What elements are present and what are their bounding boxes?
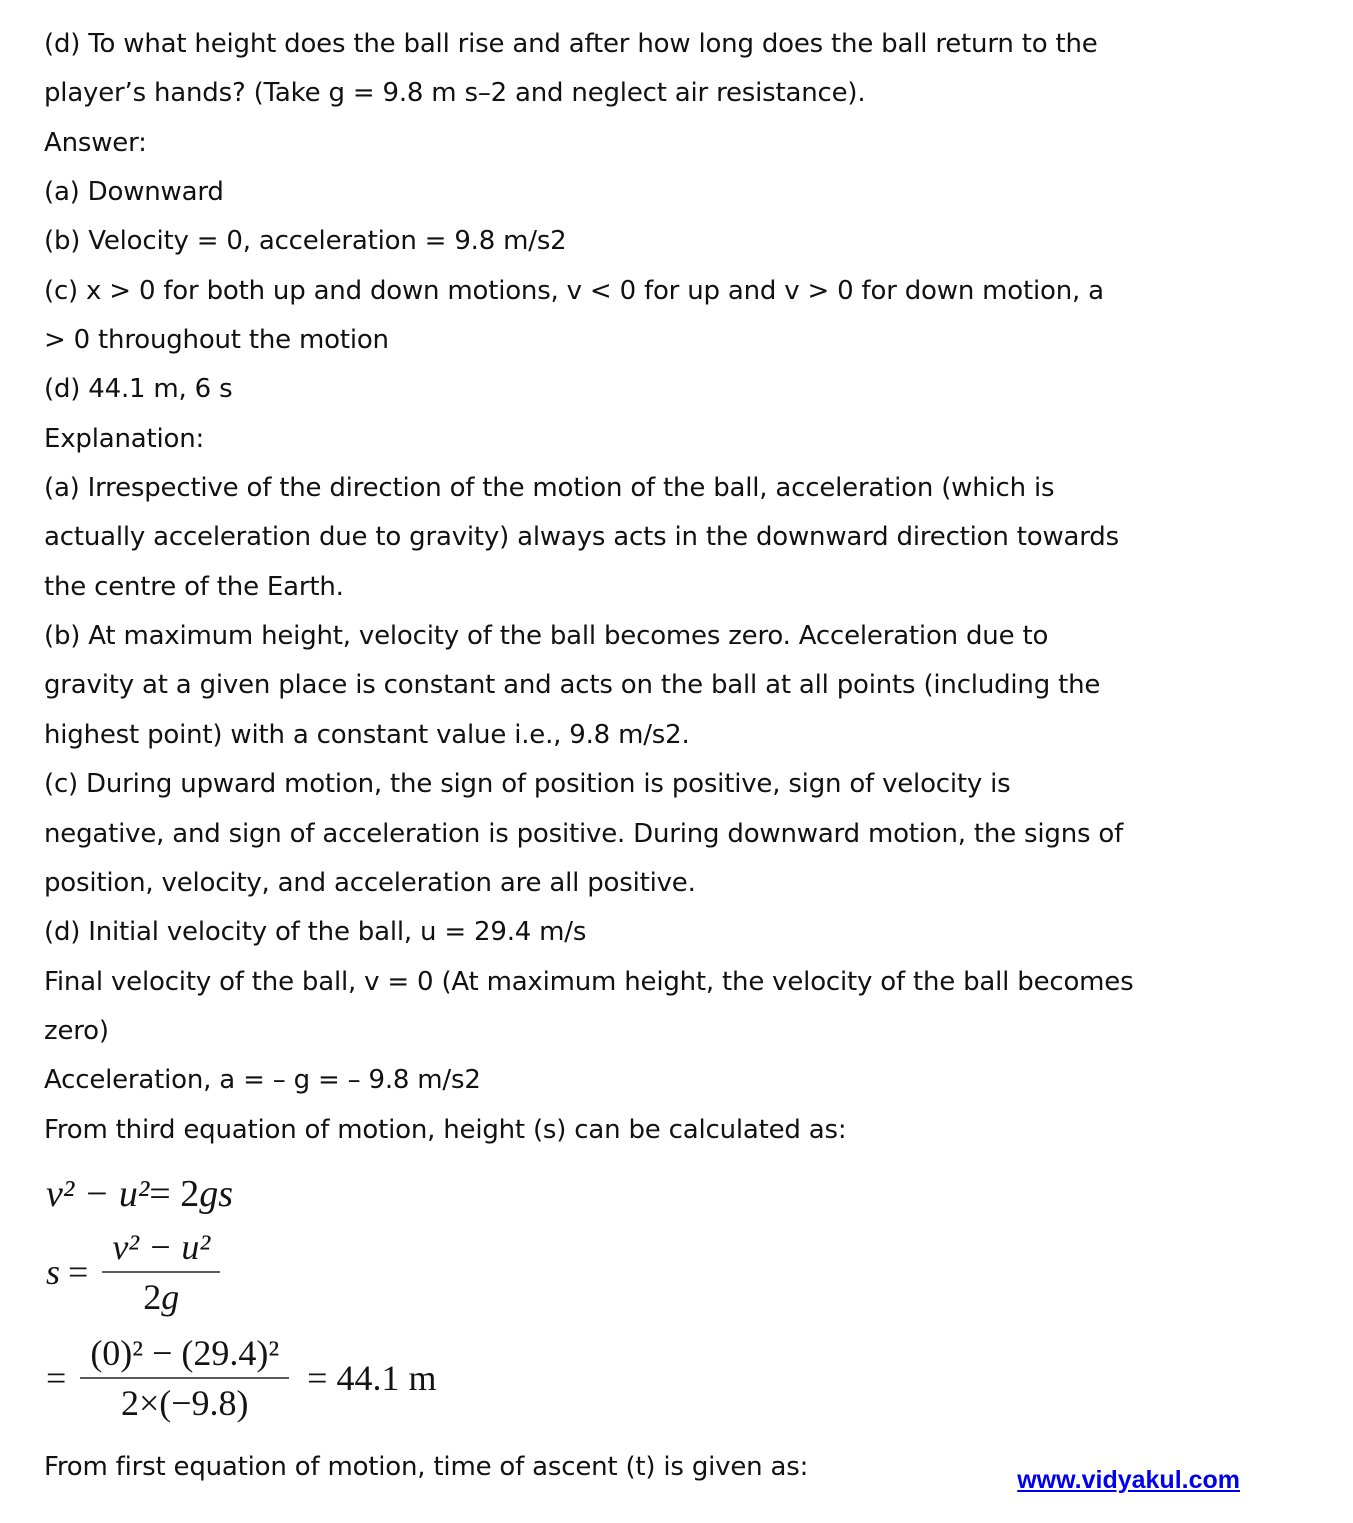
equation-term: gs xyxy=(199,1172,234,1215)
equation-term: 2 xyxy=(143,1276,162,1317)
answer-line-d: (d) 44.1 m, 6 s xyxy=(44,374,233,405)
equation-term: g xyxy=(161,1276,180,1317)
explanation-b-line: highest point) with a constant value i.e., 9.8 m/s2. xyxy=(44,719,690,750)
explanation-a-line: the centre of the Earth. xyxy=(44,571,344,602)
answer-line-a: (a) Downward xyxy=(44,177,224,208)
vidyakul-link[interactable]: www.vidyakul.com xyxy=(1017,1466,1240,1494)
equation-lhs: s xyxy=(46,1251,61,1292)
equation-numeric-result xyxy=(46,1327,1353,1429)
equation-v2-u2-2gs xyxy=(46,1173,1353,1215)
explanation-c-line: position, velocity, and acceleration are all positive. xyxy=(44,867,696,898)
question-line: player’s hands? (Take g = 9.8 m s–2 and neglect air resistance). xyxy=(44,78,866,109)
answer-line-c-cont: > 0 throughout the motion xyxy=(44,325,389,356)
equals-sign: = xyxy=(46,1357,67,1398)
answer-line-c: (c) x > 0 for both up and down motions, v < 0 for up and v > 0 for down motion, a xyxy=(44,275,1104,306)
fraction-numerator: (0)² − (29.4)² xyxy=(80,1332,289,1379)
third-equation-intro: From third equation of motion, height (s) can be calculated as: xyxy=(44,1114,847,1145)
explanation-b-line: gravity at a given place is constant and acts on the ball at all points (including the xyxy=(44,670,1101,701)
explanation-c-line: (c) During upward motion, the sign of position is positive, sign of velocity is xyxy=(44,769,1011,800)
answer-line-b: (b) Velocity = 0, acceleration = 9.8 m/s2 xyxy=(44,226,567,257)
fraction-numerator: v² − u² xyxy=(102,1226,220,1273)
explanation-a-line: (a) Irrespective of the direction of the motion of the ball, acceleration (which is xyxy=(44,473,1055,504)
explanation-d-line: (d) Initial velocity of the ball, u = 29.4 m/s xyxy=(44,917,587,948)
fraction xyxy=(80,1332,289,1424)
math-derivation xyxy=(0,1173,1353,1429)
explanation-heading: Explanation: xyxy=(44,423,205,454)
explanation-d-line: zero) xyxy=(44,1015,109,1046)
fraction-denominator xyxy=(143,1273,179,1318)
equation-term: = 2 xyxy=(149,1172,200,1215)
acceleration-line: Acceleration, a = – g = – 9.8 m/s2 xyxy=(44,1065,481,1096)
explanation-c-line: negative, and sign of acceleration is positive. During downward motion, the signs of xyxy=(44,818,1124,849)
question-line: (d) To what height does the ball rise and after how long does the ball return to the xyxy=(44,29,1098,59)
fraction-denominator: 2×(−9.8) xyxy=(120,1382,249,1423)
equation-result: = 44.1 m xyxy=(307,1357,437,1398)
equation-term: v² − u² xyxy=(46,1172,150,1215)
first-equation-intro: From first equation of motion, time of ascent (t) is given as: xyxy=(44,1451,809,1482)
explanation-d-line: Final velocity of the ball, v = 0 (At maximum height, the velocity of the ball becomes xyxy=(44,966,1134,997)
answer-heading: Answer: xyxy=(44,127,147,158)
explanation-b-line: (b) At maximum height, velocity of the ball becomes zero. Acceleration due to xyxy=(44,621,1049,652)
equation-s-fraction xyxy=(46,1226,1353,1317)
explanation-a-line: actually acceleration due to gravity) always acts in the downward direction towards xyxy=(44,522,1119,553)
equals-sign: = xyxy=(68,1251,89,1292)
fraction xyxy=(102,1226,220,1318)
